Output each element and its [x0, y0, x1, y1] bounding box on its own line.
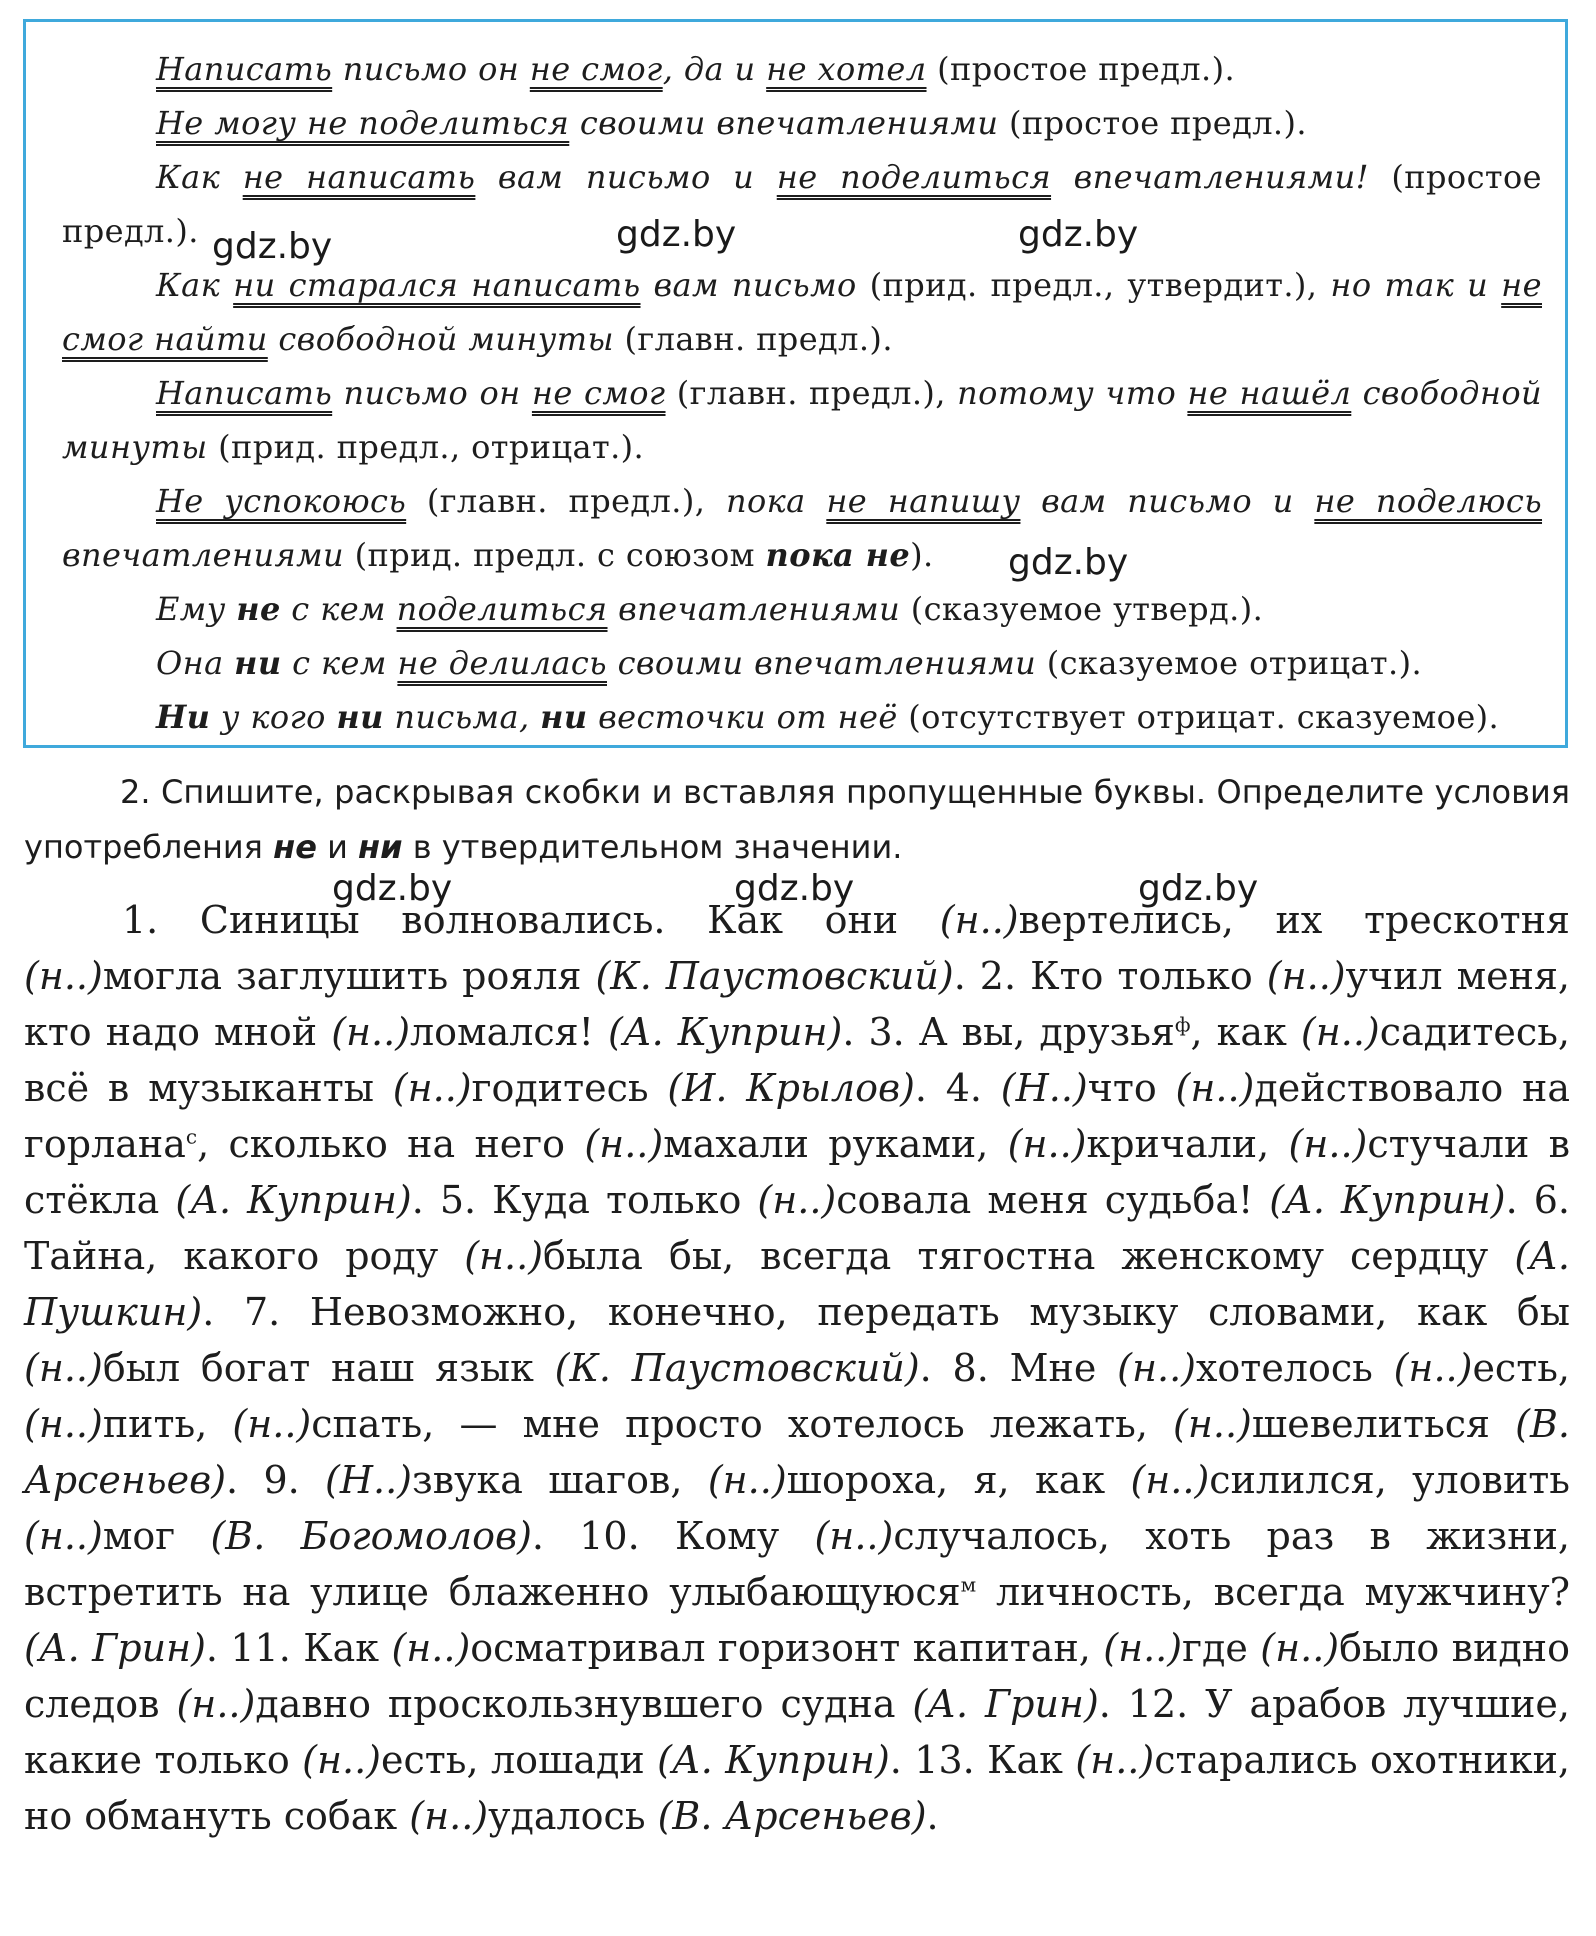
sentence-fragment: Ему — [156, 590, 237, 628]
examples-list — [62, 42, 1542, 744]
sentence-fragment: ни — [234, 644, 282, 682]
sentence-fragment: (сказуемое отрицат.). — [1036, 644, 1423, 682]
exercise-fragment: . 6. Тайна, какого роду — [24, 1178, 1570, 1278]
sentence-fragment: (прид. предл., утвердит.), — [856, 266, 1331, 304]
exercise-fragment: мог — [102, 1514, 211, 1558]
author-citation: (А. Куприн) — [657, 1738, 890, 1782]
blank-marker: (н..) — [1130, 1458, 1210, 1502]
sentence-fragment: своими впечатлениями — [569, 104, 999, 142]
author-citation: (К. Паустовский) — [595, 954, 954, 998]
exercise-fragment: есть, лошади — [381, 1738, 658, 1782]
task-instruction — [24, 765, 1570, 875]
exercise-fragment: силился, уловить — [1209, 1458, 1570, 1502]
exercise-fragment: , как — [1190, 1010, 1301, 1054]
exercise-fragment: спать, — мне просто хотелось лежать, — [311, 1402, 1174, 1446]
sentence-fragment: пока — [725, 482, 827, 520]
sentence-fragment: ). — [910, 536, 934, 574]
sentence-fragment: впечатлениями — [62, 536, 345, 574]
exercise-fragment: . 12. У арабов лучшие, какие только — [24, 1682, 1570, 1782]
exercise-fragment: вертелись, их трескотня — [1018, 898, 1571, 942]
blank-marker: (н..) — [24, 1346, 103, 1390]
blank-marker: (н..) — [1075, 1738, 1155, 1782]
exercise-fragment: . — [926, 1794, 939, 1838]
sentence-fragment: с кем — [280, 590, 397, 628]
exercise-fragment: кричали, — [1086, 1122, 1289, 1166]
underlined-predicate: не поделиться — [776, 158, 1052, 196]
watermark: gdz.by — [734, 868, 855, 909]
example-sentence — [62, 42, 1542, 96]
exercise-fragment: . 4. — [914, 1066, 1001, 1110]
example-sentence — [62, 582, 1542, 636]
sentence-fragment: (главн. предл.), — [406, 482, 726, 520]
author-citation: (В. Арсеньев) — [24, 1402, 1570, 1502]
blank-marker: (н..) — [24, 954, 103, 998]
sentence-fragment: письма, — [383, 698, 541, 736]
sentence-fragment: у кого — [210, 698, 337, 736]
task-word-ni: ни — [358, 828, 403, 866]
example-sentence — [62, 96, 1542, 150]
exercise-fragment: пить, — [102, 1402, 233, 1446]
watermark: gdz.by — [1018, 214, 1139, 255]
blank-marker: (н..) — [939, 898, 1019, 942]
exercise-fragment: где — [1182, 1626, 1261, 1670]
underlined-predicate: Написать — [156, 374, 333, 412]
example-sentence — [62, 690, 1542, 744]
underlined-predicate: не написать — [242, 158, 476, 196]
author-citation: (А. Пушкин) — [24, 1234, 1570, 1334]
underlined-predicate: Не могу не поделиться — [156, 104, 570, 142]
exercise-fragment: была бы, всегда тягостна женскому сердцу — [543, 1234, 1515, 1278]
sentence-fragment: впечатлениями! — [1051, 158, 1369, 196]
blank-marker: (н..) — [1393, 1346, 1473, 1390]
underlined-predicate: не смог — [529, 50, 663, 88]
sentence-fragment: Как — [156, 266, 234, 304]
task-text-start: 2. Спишите, раскрывая скобки и вставляя пропущенные буквы. Определите условия употребления — [24, 773, 1570, 866]
watermark: gdz.by — [1138, 868, 1259, 909]
exercise-fragment: удалось — [488, 1794, 658, 1838]
exercise-fragment: шороха, я, как — [786, 1458, 1131, 1502]
exercise-fragment: шевелиться — [1251, 1402, 1516, 1446]
underlined-predicate: поделиться — [396, 590, 608, 628]
sentence-fragment: своими впечатлениями — [607, 644, 1037, 682]
sentence-fragment: но так и — [1330, 266, 1502, 304]
blank-marker: (н..) — [757, 1178, 837, 1222]
example-sentence — [62, 474, 1542, 582]
exercise-fragment: был богат наш язык — [102, 1346, 555, 1390]
underlined-predicate: не хотел — [766, 50, 927, 88]
blank-marker: (н..) — [464, 1234, 544, 1278]
examples-box — [23, 19, 1568, 748]
sentence-fragment: (простое предл.). — [998, 104, 1307, 142]
blank-marker: (Н..) — [1000, 1066, 1088, 1110]
blank-marker: (н..) — [1103, 1626, 1183, 1670]
blank-marker: (н..) — [409, 1794, 489, 1838]
sentence-fragment: письмо он — [332, 50, 530, 88]
sentence-fragment: (отсутствует отрицат. сказуемое). — [897, 698, 1500, 736]
exercise-fragment: , сколько на него — [197, 1122, 585, 1166]
underlined-predicate: не делилась — [397, 644, 607, 682]
sentence-fragment: весточки от неё — [587, 698, 898, 736]
blank-marker: (н..) — [176, 1682, 256, 1726]
sentence-fragment: Она — [156, 644, 235, 682]
exercise-fragment: могла заглушить рояля — [102, 954, 596, 998]
author-citation: (А. Куприн) — [1269, 1178, 1506, 1222]
exercise-fragment: садитесь, всё в музыканты — [24, 1010, 1570, 1110]
author-citation: (В. Арсеньев) — [657, 1794, 927, 1838]
exercise-text — [24, 892, 1570, 1844]
exercise-fragment: . 5. Куда только — [411, 1178, 758, 1222]
blank-marker: (н..) — [1260, 1626, 1340, 1670]
sentence-fragment: потому что — [957, 374, 1188, 412]
blank-marker: (н..) — [391, 1626, 471, 1670]
exercise-fragment: что — [1087, 1066, 1176, 1110]
sentence-fragment: Как — [156, 158, 243, 196]
blank-marker: (н..) — [1173, 1402, 1252, 1446]
exercise-fragment: . 2. Кто только — [953, 954, 1267, 998]
exercise-fragment: осматривал горизонт капитан, — [470, 1626, 1104, 1670]
sentence-fragment: Ни — [156, 698, 211, 736]
superscript-mark: с — [185, 1124, 198, 1149]
author-citation: (А. Грин) — [24, 1626, 206, 1670]
example-sentence — [62, 366, 1542, 474]
sentence-fragment: пока не — [765, 536, 911, 574]
blank-marker: (н..) — [232, 1402, 312, 1446]
blank-marker: (н..) — [1288, 1122, 1368, 1166]
sentence-fragment: (главн. предл.), — [665, 374, 958, 412]
author-citation: (К. Паустовский) — [554, 1346, 920, 1390]
sentence-fragment: вам письмо и — [475, 158, 777, 196]
sentence-fragment: (простое предл.). — [62, 158, 1542, 250]
author-citation: (А. Грин) — [912, 1682, 1099, 1726]
underlined-predicate: ни старался написать — [233, 266, 641, 304]
blank-marker: (н..) — [24, 1402, 103, 1446]
exercise-fragment: . 10. Кому — [531, 1514, 815, 1558]
sentence-fragment: , да и — [662, 50, 767, 88]
blank-marker: (н..) — [1007, 1122, 1087, 1166]
exercise-fragment: . 13. Как — [889, 1738, 1076, 1782]
exercise-fragment: совала меня судьба! — [836, 1178, 1270, 1222]
sentence-fragment: (прид. предл., отрицат.). — [207, 428, 645, 466]
author-citation: (В. Богомолов) — [210, 1514, 532, 1558]
sentence-fragment: вам письмо — [640, 266, 857, 304]
sentence-fragment: с кем — [281, 644, 398, 682]
example-sentence — [62, 258, 1542, 366]
sentence-fragment: (сказуемое утверд.). — [900, 590, 1264, 628]
sentence-fragment: (прид. предл. с союзом — [344, 536, 766, 574]
sentence-fragment: письмо он — [332, 374, 532, 412]
exercise-fragment: звука шагов, — [412, 1458, 708, 1502]
sentence-fragment: не — [236, 590, 281, 628]
watermark: gdz.by — [332, 868, 453, 909]
exercise-fragment: . 11. Как — [205, 1626, 392, 1670]
blank-marker: (Н..) — [325, 1458, 412, 1502]
exercise-fragment: случалось, хоть раз в жизни, встретить на улице блаженно улыбающуюся — [24, 1514, 1570, 1614]
watermark: gdz.by — [1008, 542, 1129, 583]
sentence-fragment: вам письмо и — [1020, 482, 1315, 520]
watermark: gdz.by — [616, 214, 737, 255]
exercise-fragment: учил меня, кто надо мной — [24, 954, 1570, 1054]
sentence-fragment: впечатлениями — [607, 590, 901, 628]
blank-marker: (н..) — [1266, 954, 1346, 998]
exercise-fragment: годитесь — [471, 1066, 668, 1110]
underlined-predicate: Написать — [156, 50, 333, 88]
example-sentence — [62, 636, 1542, 690]
exercise-fragment: было видно следов — [24, 1626, 1571, 1726]
exercise-fragment: . 7. Невозможно, конечно, передать музыку словами, как бы — [202, 1290, 1570, 1334]
underlined-predicate: не смог найти — [62, 266, 1542, 358]
blank-marker: (н..) — [1300, 1010, 1380, 1054]
underlined-predicate: не напишу — [826, 482, 1021, 520]
sentence-fragment: свободной минуты — [267, 320, 614, 358]
exercise-fragment: есть, — [1472, 1346, 1570, 1390]
task-word-ne: не — [273, 828, 317, 866]
exercise-fragment: действовало на горлана — [24, 1066, 1570, 1166]
blank-marker: (н..) — [331, 1010, 411, 1054]
author-citation: (И. Крылов) — [667, 1066, 915, 1110]
exercise-fragment: личность, всегда мужчину? — [976, 1570, 1570, 1614]
sentence-fragment: (простое предл.). — [926, 50, 1236, 88]
exercise-fragment: 1. Синицы волновались. Как они — [122, 898, 940, 942]
sentence-fragment: (главн. предл.). — [613, 320, 893, 358]
blank-marker: (н..) — [707, 1458, 787, 1502]
superscript-mark: м — [960, 1572, 977, 1597]
exercise-fragment: хотелось — [1195, 1346, 1394, 1390]
blank-marker: (н..) — [24, 1514, 103, 1558]
watermark: gdz.by — [212, 226, 333, 267]
blank-marker: (н..) — [584, 1122, 664, 1166]
blank-marker: (н..) — [1175, 1066, 1255, 1110]
blank-marker: (н..) — [1117, 1346, 1196, 1390]
exercise-fragment: давно проскользнувшего судна — [255, 1682, 913, 1726]
underlined-predicate: не нашёл — [1187, 374, 1352, 412]
exercise-fragment: ломался! — [410, 1010, 608, 1054]
exercise-fragment: . 3. А вы, друзья — [842, 1010, 1175, 1054]
sentence-fragment: ни — [540, 698, 588, 736]
exercise-fragment: . 9. — [226, 1458, 326, 1502]
sentence-fragment: свободной минуты — [62, 374, 1543, 466]
task-text-end: в утвердительном значении. — [402, 828, 903, 866]
sentence-fragment: ни — [336, 698, 384, 736]
blank-marker: (н..) — [814, 1514, 894, 1558]
superscript-mark: ф — [1174, 1012, 1191, 1037]
exercise-fragment: стучали в стёкла — [24, 1122, 1570, 1222]
exercise-fragment: старались охотники, но обмануть собак — [24, 1738, 1570, 1838]
blank-marker: (н..) — [302, 1738, 381, 1782]
underlined-predicate: Не успокоюсь — [156, 482, 407, 520]
task-text-middle: и — [316, 828, 359, 866]
author-citation: (А. Куприн) — [608, 1010, 843, 1054]
blank-marker: (н..) — [392, 1066, 472, 1110]
author-citation: (А. Куприн) — [175, 1178, 412, 1222]
underlined-predicate: не поделюсь — [1314, 482, 1543, 520]
underlined-predicate: не смог — [531, 374, 666, 412]
exercise-fragment: . 8. Мне — [919, 1346, 1118, 1390]
exercise-fragment: махали руками, — [663, 1122, 1008, 1166]
